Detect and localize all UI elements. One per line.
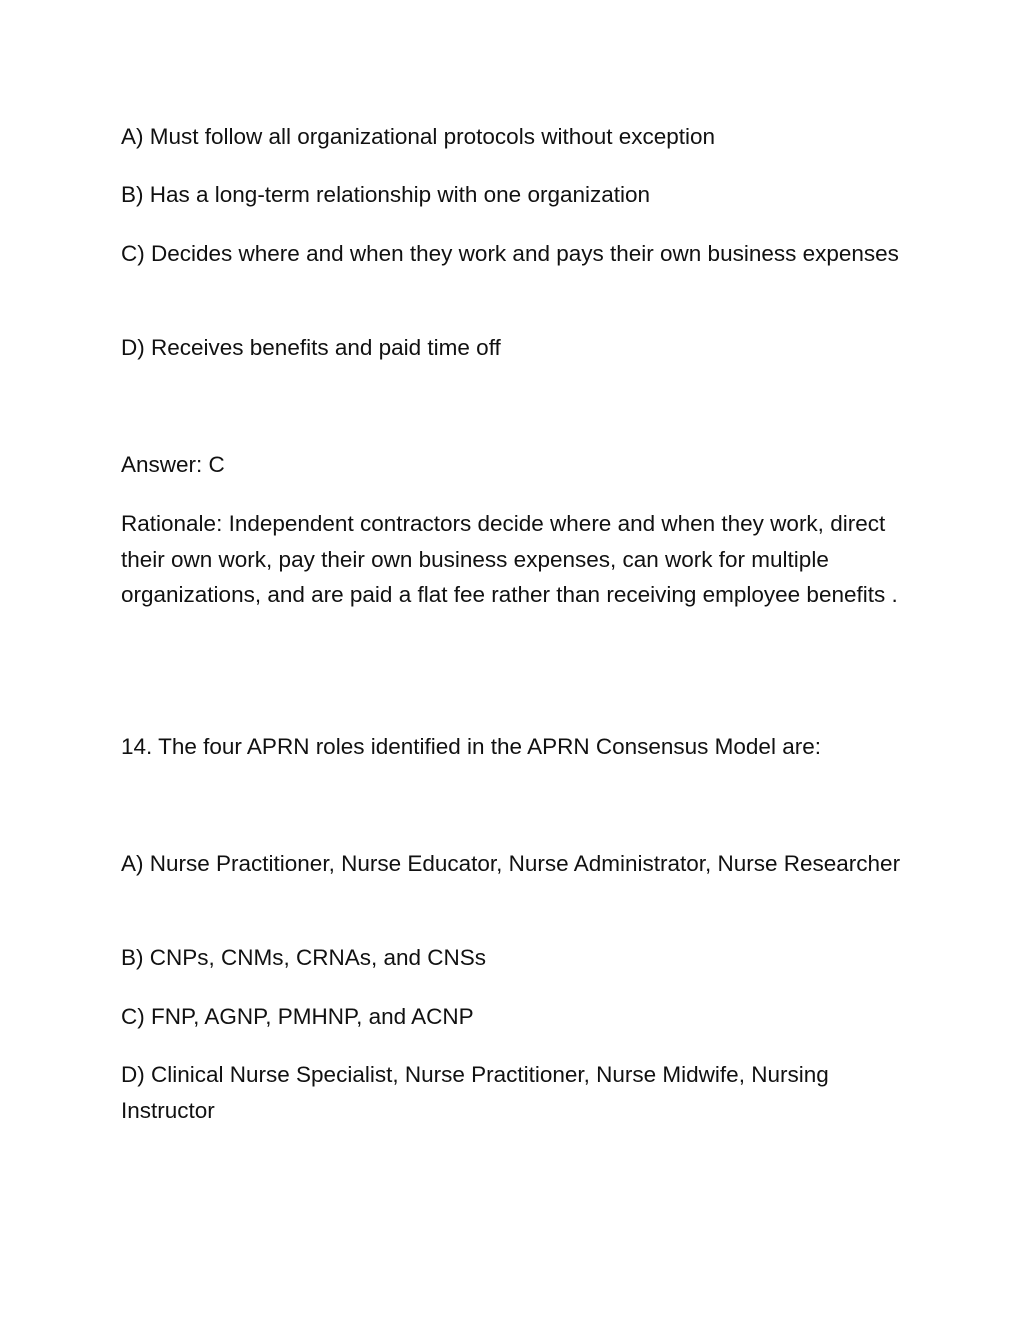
q13-option-b: B) Has a long-term relationship with one organization bbox=[121, 182, 651, 207]
q14-option-a: A) Nurse Practitioner, Nurse Educator, Nurse Administrator, Nurse Researcher bbox=[121, 851, 901, 876]
q13-rationale: Rationale: Independent contractors decide where and when they work, direct their own work, pay their own business expenses, can work for multiple organizations, and are paid a flat fee rather than receiving employee benefits . bbox=[121, 511, 898, 607]
q13-option-a: A) Must follow all organizational protocols without exception bbox=[121, 124, 716, 149]
q14-option-b: B) CNPs, CNMs, CRNAs, and CNSs bbox=[121, 945, 487, 970]
q13-answer: Answer: C bbox=[121, 452, 225, 477]
q13-option-d: D) Receives benefits and paid time off bbox=[121, 335, 501, 360]
q14-stem: 14. The four APRN roles identified in the APRN Consensus Model are: bbox=[121, 734, 821, 759]
q13-option-c: C) Decides where and when they work and pays their own business expenses bbox=[121, 241, 899, 266]
q14-option-d: D) Clinical Nurse Specialist, Nurse Practitioner, Nurse Midwife, Nursing Instructor bbox=[121, 1062, 829, 1123]
q14-option-c: C) FNP, AGNP, PMHNP, and ACNP bbox=[121, 1004, 474, 1029]
